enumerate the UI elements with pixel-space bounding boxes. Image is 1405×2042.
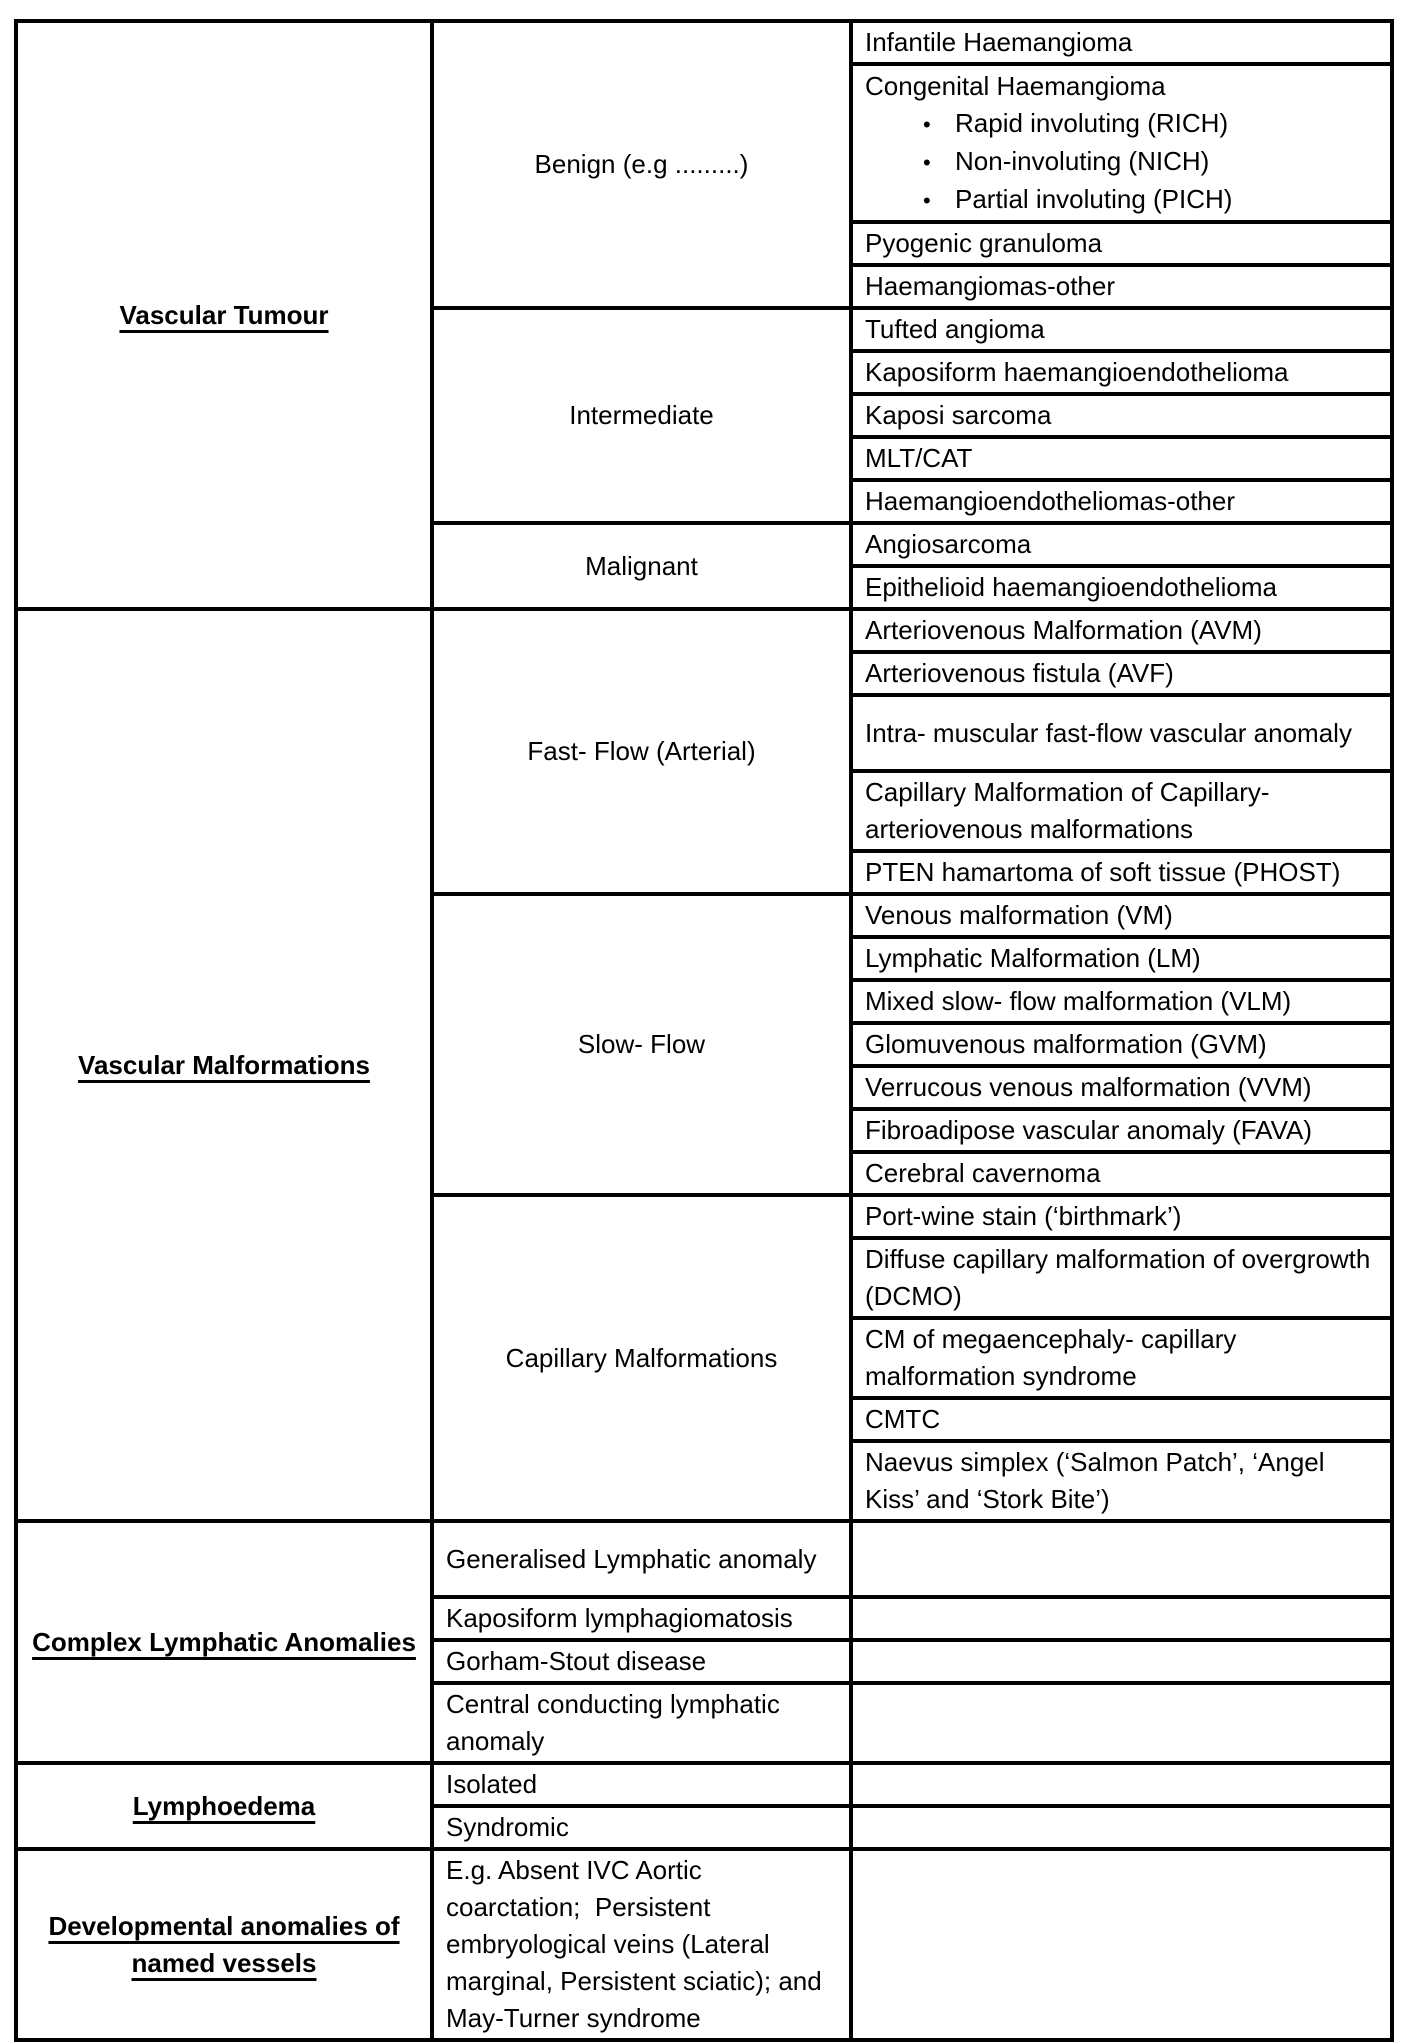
category-cell-developmental-anomalies (16, 1849, 432, 2040)
item-cell: Lymphatic Malformation (LM) (851, 937, 1392, 980)
bullet-text: Rapid involuting (RICH) (955, 107, 1229, 138)
subtype-cell: Isolated (432, 1763, 851, 1806)
item-cell: Fibroadipose vascular anomaly (FAVA) (851, 1109, 1392, 1152)
group-cell-slow-flow: Slow- Flow (432, 894, 851, 1195)
subtype-cell: Gorham-Stout disease (432, 1640, 851, 1683)
group-cell-intermediate: Intermediate (432, 308, 851, 523)
item-cell: Diffuse capillary malformation of overgrowth (DCMO) (851, 1238, 1392, 1318)
subtype-cell: Central conducting lymphatic anomaly (432, 1683, 851, 1763)
group-cell-fast-flow: Fast- Flow (Arterial) (432, 609, 851, 894)
item-cell: Glomuvenous malformation (GVM) (851, 1023, 1392, 1066)
table-row (16, 1849, 1392, 2040)
table-row (16, 1763, 1392, 1806)
empty-detail-cell (851, 1763, 1392, 1806)
item-cell: Cerebral cavernoma (851, 1152, 1392, 1195)
item-cell: Verrucous venous malformation (VVM) (851, 1066, 1392, 1109)
item-cell: Naevus simplex (‘Salmon Patch’, ‘Angel Kiss’ and ‘Stork Bite’) (851, 1441, 1392, 1521)
group-cell-capillary-malformations: Capillary Malformations (432, 1195, 851, 1521)
item-cell: Venous malformation (VM) (851, 894, 1392, 937)
category-cell-lymphoedema (16, 1763, 432, 1849)
item-cell: Pyogenic granuloma (851, 222, 1392, 265)
item-cell (851, 64, 1392, 222)
table-row (16, 609, 1392, 652)
item-cell: MLT/CAT (851, 437, 1392, 480)
category-label: Complex Lymphatic Anomalies (32, 1626, 416, 1657)
item-cell: Infantile Haemangioma (851, 21, 1392, 64)
subtype-cell: Kaposiform lymphagiomatosis (432, 1597, 851, 1640)
empty-detail-cell (851, 1806, 1392, 1849)
item-cell: Capillary Malformation of Capillary- arteriovenous malformations (851, 771, 1392, 851)
item-cell: CM of megaencephaly- capillary malformation syndrome (851, 1318, 1392, 1398)
item-cell: Kaposi sarcoma (851, 394, 1392, 437)
category-label: Lymphoedema (132, 1790, 316, 1821)
bullet-icon: • (923, 111, 931, 137)
bullet-text: Partial involuting (PICH) (955, 183, 1233, 214)
item-cell: Haemangioendotheliomas-other (851, 480, 1392, 523)
item-cell: Port-wine stain (‘birthmark’) (851, 1195, 1392, 1238)
table-row (16, 21, 1392, 64)
item-cell: Kaposiform haemangioendothelioma (851, 351, 1392, 394)
table-row (16, 1521, 1392, 1597)
item-cell: Intra- muscular fast-flow vascular anomaly (851, 695, 1392, 771)
item-cell: Arteriovenous Malformation (AVM) (851, 609, 1392, 652)
item-cell: CMTC (851, 1398, 1392, 1441)
category-cell-vascular-malformations (16, 609, 432, 1521)
item-cell: Epithelioid haemangioendothelioma (851, 566, 1392, 609)
category-label: Vascular Malformations (78, 1049, 370, 1080)
vascular-anomalies-classification-table (14, 19, 1394, 2042)
subtype-cell: Generalised Lymphatic anomaly (432, 1521, 851, 1597)
item-cell: Haemangiomas-other (851, 265, 1392, 308)
bullet-text: Non-involuting (NICH) (955, 145, 1210, 176)
group-cell-malignant: Malignant (432, 523, 851, 609)
bullet-line (865, 105, 1378, 143)
item-cell: PTEN hamartoma of soft tissue (PHOST) (851, 851, 1392, 894)
subtype-cell: E.g. Absent IVC Aortic coarctation; Persistent embryological veins (Lateral marginal, Persistent sciatic); and May-Turner syndrome (432, 1849, 851, 2040)
category-label: Vascular Tumour (119, 299, 329, 330)
empty-detail-cell (851, 1521, 1392, 1597)
item-cell: Tufted angioma (851, 308, 1392, 351)
bullet-line (865, 181, 1378, 219)
empty-detail-cell (851, 1683, 1392, 1763)
item-cell: Mixed slow- flow malformation (VLM) (851, 980, 1392, 1023)
category-cell-vascular-tumour (16, 21, 432, 609)
empty-detail-cell (851, 1640, 1392, 1683)
bullet-icon: • (923, 149, 931, 175)
item-cell: Angiosarcoma (851, 523, 1392, 566)
group-cell-benign: Benign (e.g .........) (432, 21, 851, 308)
category-label: Developmental anomalies of named vessels (48, 1910, 400, 1978)
item-text: Congenital Haemangioma (865, 70, 1166, 101)
empty-detail-cell (851, 1849, 1392, 2040)
empty-detail-cell (851, 1597, 1392, 1640)
subtype-cell: Syndromic (432, 1806, 851, 1849)
bullet-icon: • (923, 187, 931, 213)
item-cell: Arteriovenous fistula (AVF) (851, 652, 1392, 695)
bullet-line (865, 143, 1378, 181)
category-cell-complex-lymphatic-anomalies (16, 1521, 432, 1763)
